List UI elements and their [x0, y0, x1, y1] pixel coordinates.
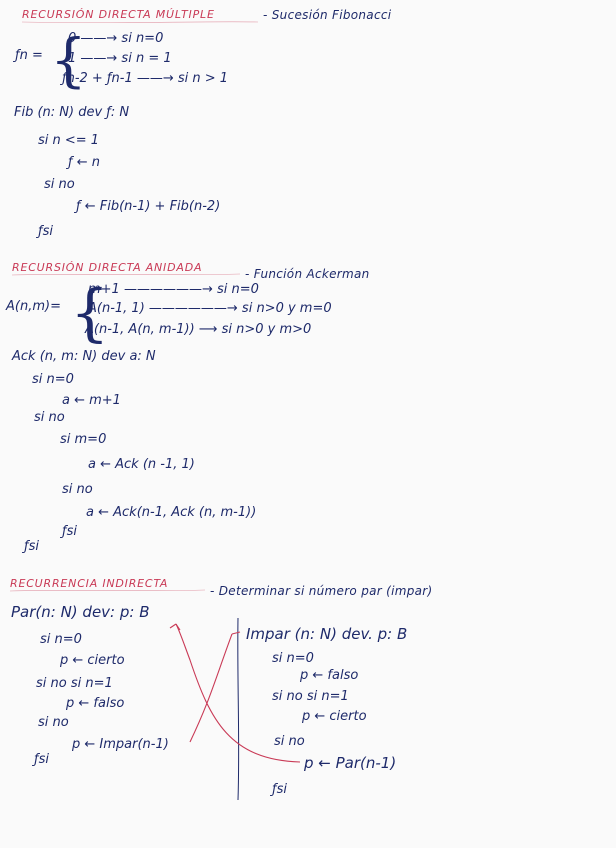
- ack-code-line: si no: [62, 482, 93, 497]
- par-code-line: si no si n=1: [36, 676, 113, 691]
- column-separator: [238, 618, 239, 800]
- ack-heading: RECURSIÓN DIRECTA ANIDADA: [12, 261, 203, 274]
- par-code-line: p ← falso: [66, 696, 125, 711]
- fib-subtitle: - Sucesión Fibonacci: [263, 8, 392, 22]
- impar-code-line: si no: [274, 734, 305, 749]
- ack-code-end: ƒsi: [24, 539, 39, 554]
- impar-code-line: p ← Par(n-1): [304, 754, 397, 772]
- ack-signature: Ack (n, m: N) dev a: N: [12, 349, 156, 364]
- par-code-line: si n=0: [40, 632, 82, 647]
- par-code-line: p ← cierto: [60, 653, 125, 668]
- par-subtitle: - Determinar si número par (impar): [210, 584, 433, 598]
- arrow-to-impar-head: [232, 632, 240, 634]
- fib-case-2: 1 ——→ si n = 1: [68, 51, 172, 66]
- ack-code-line: a ← Ack (n -1, 1): [88, 457, 195, 472]
- fib-code-line: si no: [44, 177, 75, 192]
- arrow-to-impar: [190, 634, 232, 742]
- par-code-line: si no: [38, 715, 69, 730]
- ack-code-line: si n=0: [32, 372, 74, 387]
- ack-heading-underline: [12, 274, 240, 275]
- fib-code-end: ƒsi: [38, 224, 53, 239]
- impar-code-end: ƒsi: [272, 782, 287, 797]
- ack-code-line: a ← Ack(n-1, Ack (n, m-1)): [86, 505, 257, 520]
- ack-brace: {: [70, 276, 110, 349]
- fib-code-line: ƒ ← Fib(n-1) + Fib(n-2): [76, 199, 221, 214]
- fib-heading-underline: [22, 22, 258, 23]
- par-signature: Par(n: N) dev: p: B: [11, 603, 150, 621]
- ack-subtitle: - Función Ackerman: [245, 267, 370, 281]
- impar-code-line: si no si n=1: [272, 689, 349, 704]
- impar-code-line: si n=0: [272, 651, 314, 666]
- ack-case-3: A(n-1, A(n, m-1)) ⟶ si n>0 y m>0: [85, 322, 312, 337]
- ack-case-1: m+1 ——————→ si n=0: [88, 282, 259, 297]
- ack-def-label: A(n,m)=: [6, 299, 61, 314]
- ack-code-line: si no: [34, 410, 65, 425]
- fib-code-line: ƒ ← n: [68, 155, 100, 170]
- ack-code-line: si m=0: [60, 432, 107, 447]
- ack-code-line: a ← m+1: [62, 393, 121, 408]
- fib-heading: RECURSIÓN DIRECTA MÚLTIPLE: [22, 8, 215, 21]
- fib-case-3: ƒn-2 + ƒn-1 ——→ si n > 1: [62, 71, 229, 86]
- fib-brace: {: [50, 26, 87, 94]
- fib-case-1: 0 ——→ si n=0: [68, 31, 164, 46]
- impar-code-line: p ← falso: [300, 668, 359, 683]
- arrow-to-par-head: [170, 624, 180, 630]
- ack-case-2: A(n-1, 1) ——————→ si n>0 y m=0: [88, 301, 332, 316]
- par-heading: RECURRENCIA INDIRECTA: [10, 577, 169, 590]
- par-code-line: p ← Impar(n-1): [72, 737, 169, 752]
- par-heading-underline: [10, 590, 205, 591]
- ack-code-end: ƒsi: [62, 524, 77, 539]
- fib-def-label: ƒn =: [15, 48, 43, 63]
- impar-code-line: p ← cierto: [302, 709, 367, 724]
- fib-code-line: si n <= 1: [38, 133, 100, 148]
- par-code-end: ƒsi: [34, 752, 49, 767]
- fib-signature: Fib (n: N) dev ƒ: N: [14, 105, 130, 120]
- impar-signature: Impar (n: N) dev. p: B: [246, 625, 408, 643]
